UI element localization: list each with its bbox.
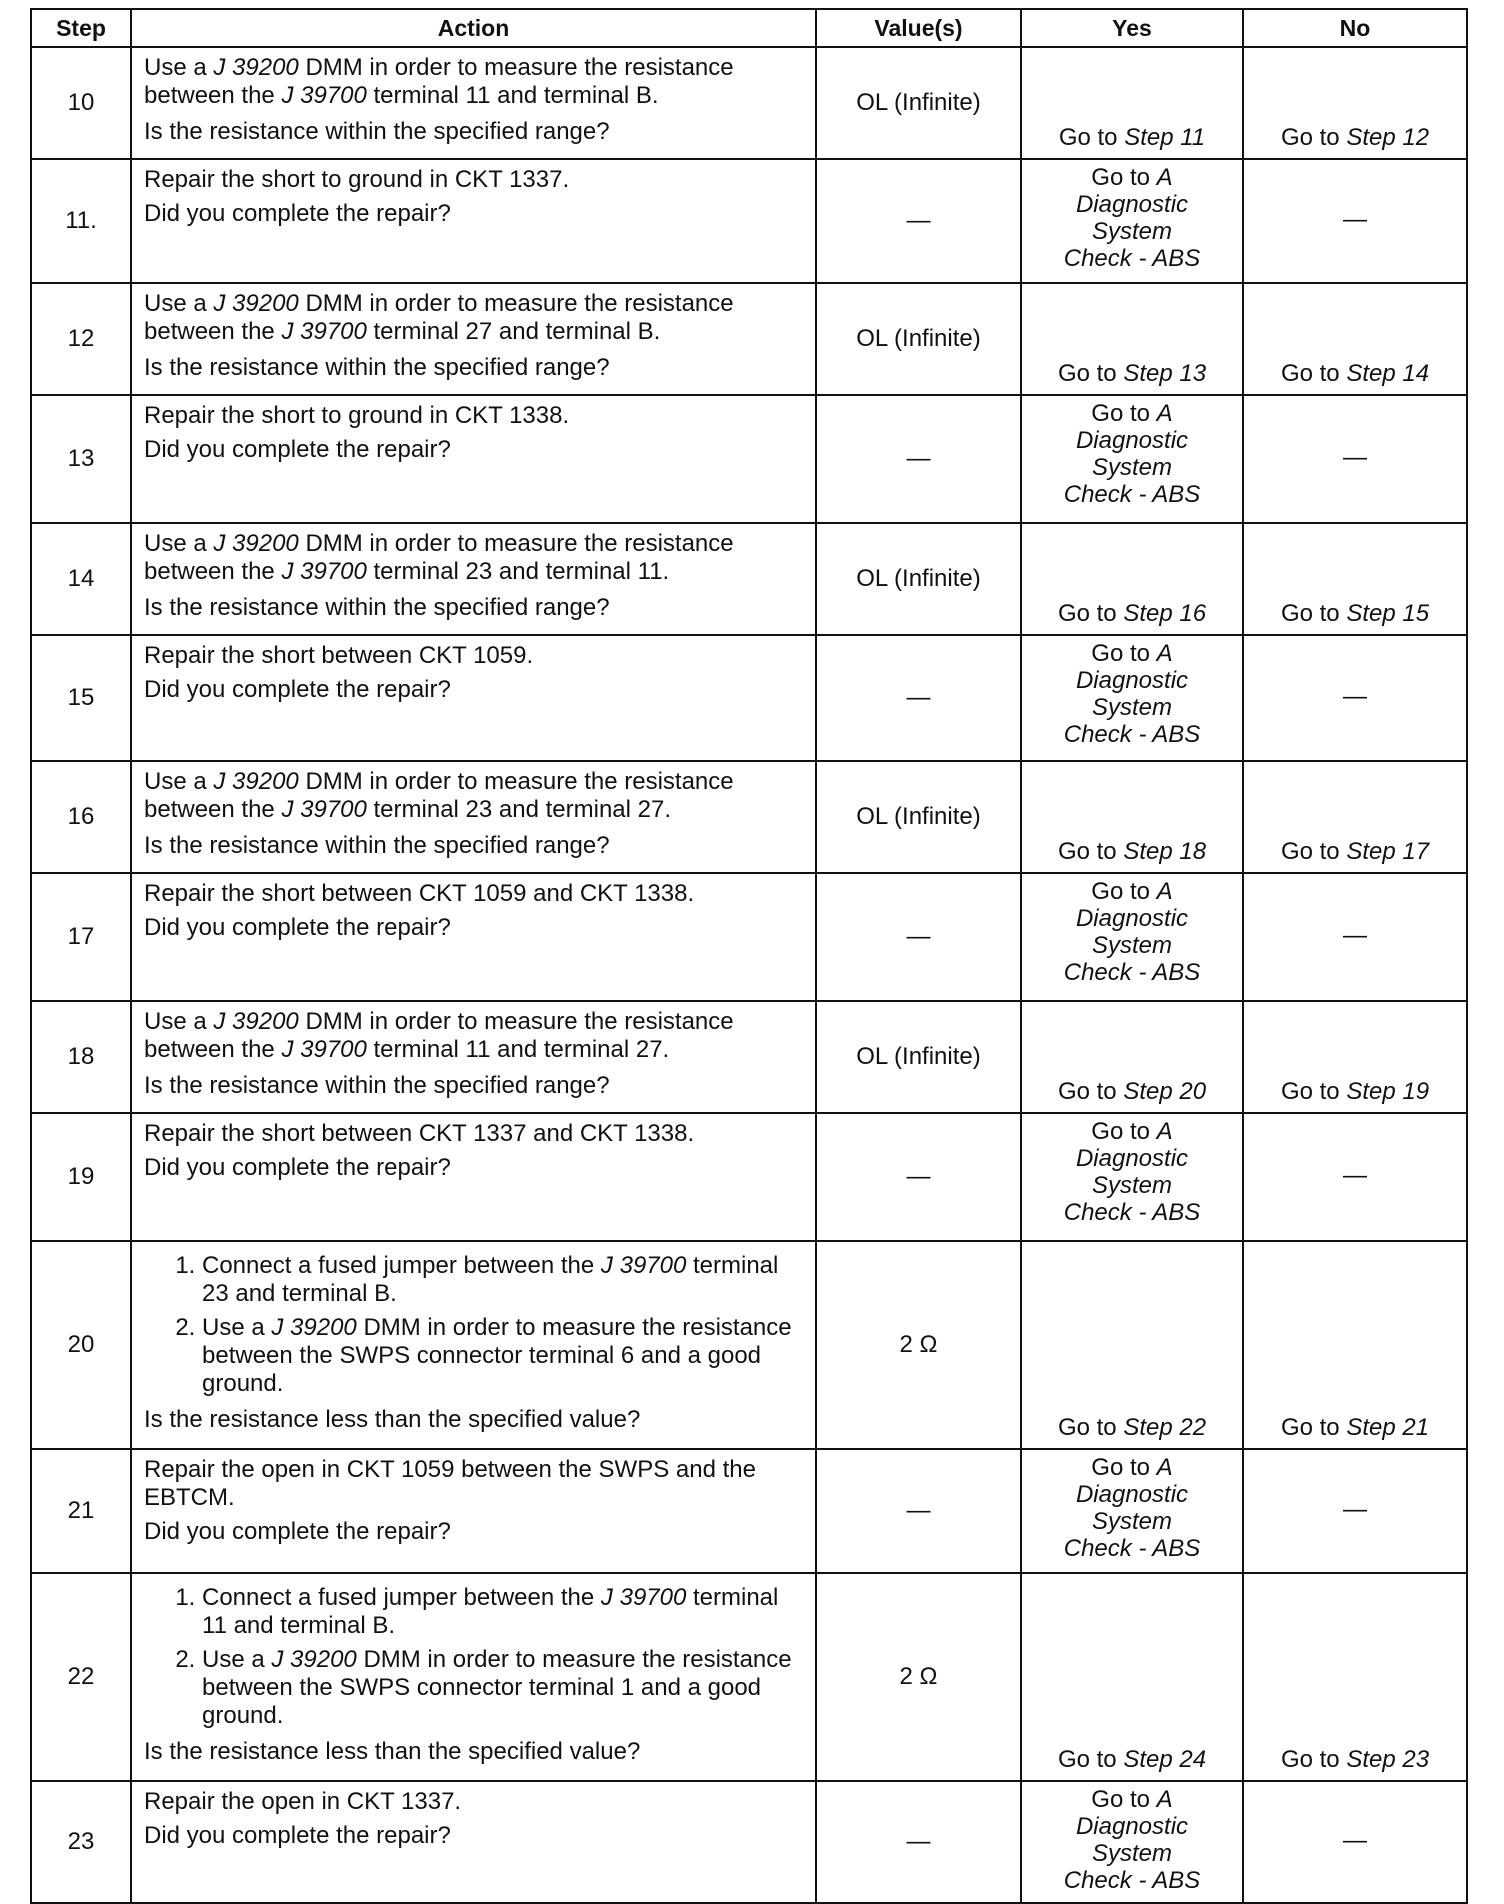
yes-line-prefix: Go to bbox=[1091, 164, 1157, 191]
yes-line: Check - ABS bbox=[1063, 1535, 1201, 1562]
action-text: terminal 23 and terminal B. bbox=[202, 1252, 779, 1307]
action-cell bbox=[131, 1001, 816, 1113]
action-text: Repair the short between CKT 1059 and CKT 1338. bbox=[144, 880, 695, 907]
action-question: Did you complete the repair? bbox=[144, 436, 451, 463]
no-goto-prefix: Go to bbox=[1280, 360, 1347, 387]
yes-line-target: A bbox=[1156, 878, 1173, 905]
action-text: Use a bbox=[202, 1646, 272, 1673]
action-text: DMM in order to measure the resistance between the SWPS connector terminal 1 and a good ground. bbox=[202, 1646, 792, 1729]
yes-goto-prefix: Go to bbox=[1057, 1746, 1124, 1773]
yes-cell bbox=[1021, 523, 1243, 635]
diagnostic-table bbox=[30, 8, 1468, 1904]
action-instruction bbox=[144, 642, 805, 670]
yes-goto-step: Step 16 bbox=[1123, 600, 1207, 627]
no-goto-step: Step 23 bbox=[1346, 1746, 1430, 1773]
value-cell: — bbox=[816, 159, 1021, 283]
tool-id: J 39200 bbox=[213, 530, 299, 557]
no-cell bbox=[1243, 1001, 1467, 1113]
action-instruction bbox=[144, 54, 805, 110]
action-text: Connect a fused jumper between the bbox=[202, 1252, 601, 1279]
action-text: Repair the short between CKT 1337 and CKT 1338. bbox=[144, 1120, 695, 1147]
action-cell bbox=[131, 283, 816, 395]
yes-cell bbox=[1021, 1241, 1243, 1449]
action-text: Use a bbox=[144, 290, 214, 317]
tool-id: J 39200 bbox=[271, 1646, 357, 1673]
action-cell bbox=[131, 159, 816, 283]
action-cell bbox=[131, 1241, 816, 1449]
action-text: Repair the open in CKT 1059 between the SWPS and the EBTCM. bbox=[144, 1456, 756, 1511]
no-cell: — bbox=[1243, 873, 1467, 1001]
yes-line: System bbox=[1091, 1172, 1172, 1199]
yes-cell bbox=[1021, 47, 1243, 159]
yes-line: System bbox=[1091, 1840, 1172, 1867]
value-cell: — bbox=[816, 1781, 1021, 1903]
no-cell: — bbox=[1243, 395, 1467, 523]
no-goto-step: Step 12 bbox=[1346, 124, 1430, 151]
yes-line-prefix: Go to bbox=[1091, 400, 1157, 427]
tool-id: J 39200 bbox=[213, 768, 299, 795]
step-number: 11. bbox=[31, 159, 131, 283]
yes-line: System bbox=[1091, 932, 1172, 959]
yes-cell bbox=[1021, 761, 1243, 873]
value-cell: OL (Infinite) bbox=[816, 47, 1021, 159]
action-cell bbox=[131, 395, 816, 523]
action-text: Use a bbox=[144, 768, 214, 795]
procedure-item bbox=[202, 1252, 805, 1308]
yes-line bbox=[1022, 1786, 1242, 1813]
action-cell bbox=[131, 1781, 816, 1903]
table-row bbox=[31, 159, 1467, 283]
value-cell: OL (Infinite) bbox=[816, 1001, 1021, 1113]
yes-goto-step: Step 20 bbox=[1123, 1078, 1207, 1105]
tool-id: J 39200 bbox=[213, 54, 299, 81]
step-number: 13 bbox=[31, 395, 131, 523]
action-text: DMM in order to measure the resistance between the bbox=[144, 768, 734, 823]
action-text: Use a bbox=[202, 1314, 272, 1341]
table-row bbox=[31, 761, 1467, 873]
yes-line bbox=[1022, 1454, 1242, 1481]
step-number: 19 bbox=[31, 1113, 131, 1241]
yes-goto-prefix: Go to bbox=[1058, 124, 1125, 151]
action-text: Repair the open in CKT 1337. bbox=[144, 1788, 462, 1815]
yes-line bbox=[1022, 164, 1242, 191]
action-text: Use a bbox=[144, 530, 214, 557]
yes-line: Diagnostic bbox=[1075, 191, 1189, 218]
action-text: terminal 27 and terminal B. bbox=[366, 318, 661, 345]
action-question: Did you complete the repair? bbox=[144, 1822, 451, 1849]
yes-line: Check - ABS bbox=[1063, 245, 1201, 272]
action-instruction bbox=[144, 402, 805, 430]
table-row bbox=[31, 1573, 1467, 1781]
yes-goto-diagnostic bbox=[1022, 1118, 1242, 1226]
no-cell: — bbox=[1243, 159, 1467, 283]
action-text: terminal 11 and terminal 27. bbox=[366, 1036, 670, 1063]
step-number: 15 bbox=[31, 635, 131, 761]
yes-line-prefix: Go to bbox=[1091, 1786, 1157, 1813]
no-goto-step: Step 19 bbox=[1346, 1078, 1430, 1105]
no-goto-prefix: Go to bbox=[1280, 838, 1347, 865]
action-text: DMM in order to measure the resistance between the bbox=[144, 54, 734, 109]
action-question: Is the resistance within the specified range? bbox=[144, 832, 610, 859]
no-cell bbox=[1243, 761, 1467, 873]
yes-line: Check - ABS bbox=[1063, 721, 1201, 748]
no-goto-step: Step 17 bbox=[1346, 838, 1430, 865]
action-text: Repair the short to ground in CKT 1338. bbox=[144, 402, 570, 429]
action-question: Is the resistance within the specified range? bbox=[144, 594, 610, 621]
procedure-list bbox=[144, 1252, 805, 1398]
action-question: Did you complete the repair? bbox=[144, 914, 451, 941]
tool-id: J 39700 bbox=[600, 1584, 687, 1611]
no-goto-step: Step 14 bbox=[1346, 360, 1430, 387]
tool-id: J 39200 bbox=[213, 290, 299, 317]
yes-line: Diagnostic bbox=[1075, 1481, 1189, 1508]
yes-goto-diagnostic bbox=[1022, 400, 1242, 508]
yes-cell bbox=[1021, 395, 1243, 523]
yes-cell bbox=[1021, 159, 1243, 283]
yes-goto-diagnostic bbox=[1022, 164, 1242, 272]
action-cell bbox=[131, 635, 816, 761]
yes-line: System bbox=[1091, 694, 1172, 721]
action-text: DMM in order to measure the resistance between the bbox=[144, 1008, 734, 1063]
table-row bbox=[31, 47, 1467, 159]
table-row bbox=[31, 635, 1467, 761]
step-number: 14 bbox=[31, 523, 131, 635]
yes-line: Diagnostic bbox=[1075, 905, 1189, 932]
yes-cell bbox=[1021, 635, 1243, 761]
table-row bbox=[31, 1241, 1467, 1449]
yes-line-target: A bbox=[1156, 400, 1173, 427]
yes-goto-diagnostic bbox=[1022, 1454, 1242, 1562]
no-cell bbox=[1243, 47, 1467, 159]
no-goto-prefix: Go to bbox=[1280, 124, 1347, 151]
procedure-item bbox=[202, 1584, 805, 1640]
yes-line: Diagnostic bbox=[1075, 667, 1189, 694]
yes-line bbox=[1022, 878, 1242, 905]
action-instruction bbox=[144, 1788, 805, 1816]
value-cell: 2 Ω bbox=[816, 1573, 1021, 1781]
action-question: Is the resistance within the specified range? bbox=[144, 354, 610, 381]
yes-line-target: A bbox=[1156, 640, 1173, 667]
no-goto-prefix: Go to bbox=[1280, 1414, 1347, 1441]
yes-goto-prefix: Go to bbox=[1057, 1414, 1124, 1441]
table-row bbox=[31, 873, 1467, 1001]
yes-line-target: A bbox=[1156, 1454, 1173, 1481]
table-row bbox=[31, 1113, 1467, 1241]
action-text: terminal 11 and terminal B. bbox=[366, 82, 659, 109]
action-cell bbox=[131, 523, 816, 635]
yes-goto-step: Step 13 bbox=[1123, 360, 1207, 387]
action-question: Is the resistance less than the specified value? bbox=[144, 1738, 641, 1765]
yes-line: Diagnostic bbox=[1075, 427, 1189, 454]
no-goto-prefix: Go to bbox=[1280, 1078, 1347, 1105]
yes-goto-diagnostic bbox=[1022, 1786, 1242, 1894]
action-cell bbox=[131, 47, 816, 159]
step-number: 10 bbox=[31, 47, 131, 159]
yes-goto-step: Step 11 bbox=[1124, 124, 1206, 151]
yes-cell bbox=[1021, 1001, 1243, 1113]
value-cell: — bbox=[816, 1113, 1021, 1241]
no-cell bbox=[1243, 523, 1467, 635]
yes-goto-step: Step 24 bbox=[1123, 1746, 1207, 1773]
value-cell: — bbox=[816, 395, 1021, 523]
action-text: Connect a fused jumper between the bbox=[202, 1584, 601, 1611]
action-cell bbox=[131, 1113, 816, 1241]
action-instruction bbox=[144, 1008, 805, 1064]
table-row bbox=[31, 1781, 1467, 1903]
action-text: Repair the short between CKT 1059. bbox=[144, 642, 534, 669]
value-cell: OL (Infinite) bbox=[816, 761, 1021, 873]
action-cell bbox=[131, 1449, 816, 1573]
yes-goto-diagnostic bbox=[1022, 878, 1242, 986]
header-yes: Yes bbox=[1021, 9, 1243, 47]
no-goto-prefix: Go to bbox=[1280, 600, 1347, 627]
yes-cell bbox=[1021, 1113, 1243, 1241]
action-instruction bbox=[144, 530, 805, 586]
no-goto-prefix: Go to bbox=[1280, 1746, 1347, 1773]
yes-cell bbox=[1021, 1449, 1243, 1573]
yes-goto-prefix: Go to bbox=[1057, 600, 1124, 627]
action-question: Is the resistance less than the specified value? bbox=[144, 1406, 641, 1433]
action-text: DMM in order to measure the resistance between the bbox=[144, 530, 734, 585]
yes-goto-prefix: Go to bbox=[1057, 360, 1124, 387]
procedure-item bbox=[202, 1314, 805, 1398]
yes-line: Check - ABS bbox=[1063, 481, 1201, 508]
action-question: Did you complete the repair? bbox=[144, 1518, 451, 1545]
yes-cell bbox=[1021, 873, 1243, 1001]
no-cell: — bbox=[1243, 1113, 1467, 1241]
action-text: Repair the short to ground in CKT 1337. bbox=[144, 166, 570, 193]
table-row bbox=[31, 1001, 1467, 1113]
yes-goto-prefix: Go to bbox=[1057, 838, 1124, 865]
action-question: Did you complete the repair? bbox=[144, 200, 451, 227]
action-text: Use a bbox=[144, 1008, 214, 1035]
action-cell bbox=[131, 1573, 816, 1781]
action-cell bbox=[131, 873, 816, 1001]
yes-line-prefix: Go to bbox=[1091, 640, 1157, 667]
yes-line: Check - ABS bbox=[1063, 1867, 1201, 1894]
step-number: 20 bbox=[31, 1241, 131, 1449]
yes-goto-diagnostic bbox=[1022, 640, 1242, 748]
yes-cell bbox=[1021, 283, 1243, 395]
table-row bbox=[31, 1449, 1467, 1573]
step-number: 17 bbox=[31, 873, 131, 1001]
action-text: DMM in order to measure the resistance between the SWPS connector terminal 6 and a good ground. bbox=[202, 1314, 792, 1397]
yes-line: System bbox=[1091, 454, 1172, 481]
value-cell: OL (Infinite) bbox=[816, 523, 1021, 635]
yes-line: Check - ABS bbox=[1063, 1199, 1201, 1226]
yes-cell bbox=[1021, 1781, 1243, 1903]
step-number: 12 bbox=[31, 283, 131, 395]
action-text: DMM in order to measure the resistance between the bbox=[144, 290, 734, 345]
value-cell: — bbox=[816, 873, 1021, 1001]
no-goto-step: Step 21 bbox=[1346, 1414, 1430, 1441]
tool-id: J 39700 bbox=[281, 558, 367, 585]
tool-id: J 39700 bbox=[281, 318, 367, 345]
action-text: terminal 11 and terminal B. bbox=[202, 1584, 779, 1639]
yes-line bbox=[1022, 400, 1242, 427]
step-number: 18 bbox=[31, 1001, 131, 1113]
no-cell bbox=[1243, 283, 1467, 395]
tool-id: J 39200 bbox=[271, 1314, 357, 1341]
action-instruction bbox=[144, 768, 805, 824]
action-text: terminal 23 and terminal 11. bbox=[366, 558, 670, 585]
action-instruction bbox=[144, 1456, 805, 1512]
header-no: No bbox=[1243, 9, 1467, 47]
header-action: Action bbox=[131, 9, 816, 47]
yes-line-prefix: Go to bbox=[1091, 1118, 1157, 1145]
action-instruction bbox=[144, 880, 805, 908]
yes-line: Check - ABS bbox=[1063, 959, 1201, 986]
yes-line-prefix: Go to bbox=[1091, 878, 1157, 905]
action-question: Is the resistance within the specified range? bbox=[144, 118, 610, 145]
yes-goto-step: Step 18 bbox=[1123, 838, 1207, 865]
table-row bbox=[31, 395, 1467, 523]
value-cell: OL (Infinite) bbox=[816, 283, 1021, 395]
action-instruction bbox=[144, 166, 805, 194]
yes-goto-prefix: Go to bbox=[1057, 1078, 1124, 1105]
action-instruction bbox=[144, 1120, 805, 1148]
procedure-item bbox=[202, 1646, 805, 1730]
value-cell: 2 Ω bbox=[816, 1241, 1021, 1449]
table-row bbox=[31, 523, 1467, 635]
yes-line: Diagnostic bbox=[1075, 1145, 1189, 1172]
no-cell: — bbox=[1243, 1781, 1467, 1903]
action-question: Did you complete the repair? bbox=[144, 1154, 451, 1181]
value-cell: — bbox=[816, 635, 1021, 761]
yes-line-target: A bbox=[1156, 164, 1173, 191]
action-question: Is the resistance within the specified range? bbox=[144, 1072, 610, 1099]
no-goto-step: Step 15 bbox=[1346, 600, 1430, 627]
header-row bbox=[31, 9, 1467, 47]
action-instruction bbox=[144, 290, 805, 346]
no-cell bbox=[1243, 1573, 1467, 1781]
yes-line: System bbox=[1091, 1508, 1172, 1535]
no-cell: — bbox=[1243, 635, 1467, 761]
action-text: Use a bbox=[144, 54, 214, 81]
tool-id: J 39700 bbox=[600, 1252, 687, 1279]
step-number: 16 bbox=[31, 761, 131, 873]
tool-id: J 39700 bbox=[281, 796, 367, 823]
no-cell: — bbox=[1243, 1449, 1467, 1573]
step-number: 22 bbox=[31, 1573, 131, 1781]
tool-id: J 39700 bbox=[281, 1036, 367, 1063]
step-number: 23 bbox=[31, 1781, 131, 1903]
tool-id: J 39200 bbox=[213, 1008, 299, 1035]
step-number: 21 bbox=[31, 1449, 131, 1573]
procedure-list bbox=[144, 1584, 805, 1730]
action-question: Did you complete the repair? bbox=[144, 676, 451, 703]
table-row bbox=[31, 283, 1467, 395]
value-cell: — bbox=[816, 1449, 1021, 1573]
tool-id: J 39700 bbox=[281, 82, 367, 109]
yes-line bbox=[1022, 640, 1242, 667]
yes-line-prefix: Go to bbox=[1091, 1454, 1157, 1481]
yes-line bbox=[1022, 1118, 1242, 1145]
action-text: terminal 23 and terminal 27. bbox=[366, 796, 672, 823]
yes-line-target: A bbox=[1156, 1118, 1173, 1145]
action-cell bbox=[131, 761, 816, 873]
yes-line-target: A bbox=[1156, 1786, 1173, 1813]
yes-cell bbox=[1021, 1573, 1243, 1781]
header-values: Value(s) bbox=[816, 9, 1021, 47]
yes-goto-step: Step 22 bbox=[1123, 1414, 1207, 1441]
no-cell bbox=[1243, 1241, 1467, 1449]
header-step: Step bbox=[31, 9, 131, 47]
yes-line: System bbox=[1091, 218, 1172, 245]
yes-line: Diagnostic bbox=[1075, 1813, 1189, 1840]
